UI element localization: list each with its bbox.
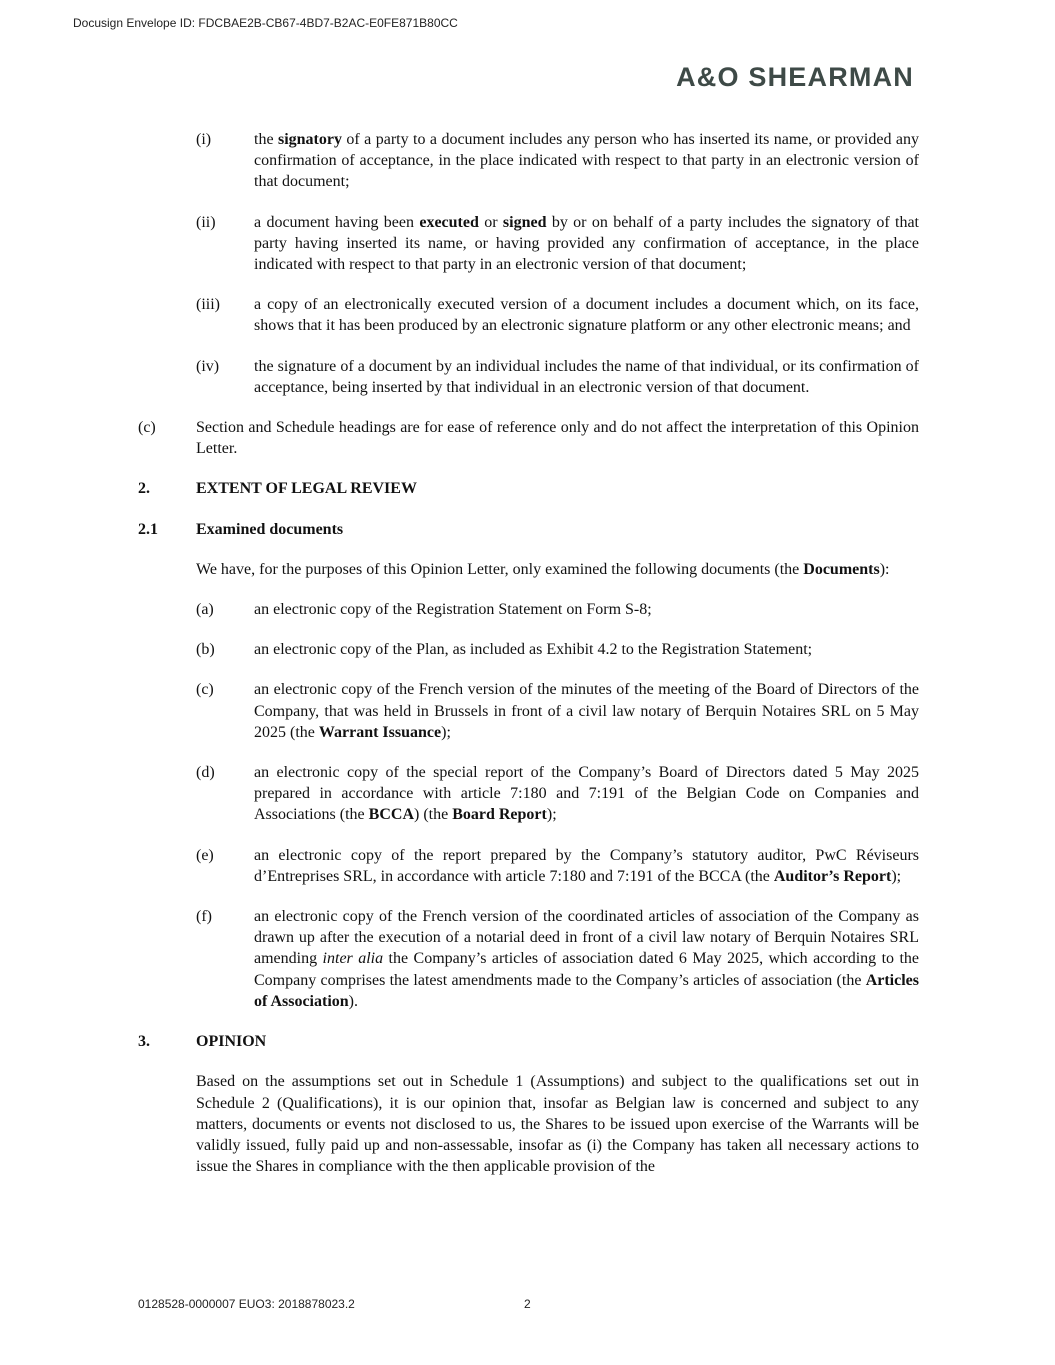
- item-label: (i): [196, 131, 212, 148]
- list-item: [138, 906, 919, 1012]
- defined-term: Warrant Issuance: [318, 723, 442, 741]
- list-item: [138, 356, 919, 398]
- envelope-id: Docusign Envelope ID: FDCBAE2B-CB67-4BD7-B2AC-E0FE871B80CC: [73, 16, 458, 30]
- text-run: an electronic copy of the report prepared by the Company’s statutory auditor, PwC Réviseurs d’Entreprises SRL, in accordance with article 7:180 and 7:191 of the BCCA (the: [254, 846, 919, 885]
- item-label: (f): [196, 908, 212, 926]
- section-number: 2.: [138, 480, 150, 498]
- item-text: [254, 845, 919, 887]
- defined-term: signatory: [277, 131, 342, 148]
- item-label: (iv): [196, 357, 220, 375]
- list-item: [138, 212, 919, 276]
- opinion-paragraph: [138, 1071, 919, 1177]
- italic-text: inter alia: [322, 950, 384, 968]
- section-title: OPINION: [196, 1033, 267, 1051]
- item-text: [254, 212, 919, 276]
- item-text: [254, 679, 919, 743]
- defined-term: Articles of Association: [254, 971, 919, 1010]
- text-run: a copy of an electronically executed version of a document includes a document which, on its face, shows that it has been produced by an electronic signature platform or any other electronic means; and: [254, 296, 919, 335]
- defined-term: executed: [419, 213, 479, 231]
- text-run: );: [546, 806, 557, 824]
- text-run: Based on the assumptions set out in Schedule 1 (Assumptions) and subject to the qualifications set out in Schedule 2 (Qualifications), it is our opinion that, insofar as Belgian law is concerned and subject to any matters, documents or events not disclosed to us, the Shares to be issued upon exercise of the Warrants will be validly issued, fully paid up and non-assessable, insofar as (i) the Company has taken all necessary actions to issue the Shares in compliance with the then applicable provision of the: [196, 1073, 919, 1176]
- section-title: EXTENT OF LEGAL REVIEW: [196, 480, 417, 498]
- text-run: the signature of a document by an individual includes the name of that individual, or its confirmation of acceptance, being inserted by that individual in an electronic version of that document.: [254, 357, 919, 396]
- item-label: (iii): [196, 296, 220, 314]
- item-text: [254, 599, 919, 620]
- page-number: 2: [524, 1297, 531, 1311]
- section-number: 3.: [138, 1033, 150, 1051]
- text-run: the: [254, 131, 278, 148]
- text-run: an electronic copy of the French version of the minutes of the meeting of the Board of Directors of the Company, that was held in Brussels in front of a civil law notary of Berquin Notaires SRL on 5 May 2025 (the: [254, 681, 919, 741]
- clause-text: [196, 417, 919, 459]
- list-item: [138, 639, 919, 660]
- item-text: [254, 129, 919, 193]
- section-2-1-heading: [138, 519, 919, 540]
- item-label: (a): [196, 601, 214, 619]
- firm-logo: A&O SHEARMAN: [676, 62, 914, 92]
- defined-term: Board Report: [452, 806, 547, 824]
- item-text: [254, 639, 919, 660]
- text-run: a document having been: [254, 213, 420, 231]
- text-run: an electronic copy of the Plan, as included as Exhibit 4.2 to the Registration Statement;: [254, 641, 813, 659]
- list-item: [138, 294, 919, 336]
- defined-term: Documents: [803, 560, 880, 578]
- documents-intro: [138, 559, 919, 580]
- section-number: 2.1: [138, 520, 158, 538]
- text-run: ).: [348, 992, 358, 1010]
- text-run: the Company’s articles of association dated 6 May 2025, which according to the Company comprises the latest amendments made to the Company’s articles of association (the: [254, 950, 920, 989]
- item-label: (ii): [196, 213, 216, 231]
- list-item: [138, 679, 919, 743]
- clause-c: [138, 417, 919, 459]
- item-label: (b): [196, 641, 215, 659]
- text-run: );: [441, 723, 451, 741]
- item-label: (e): [196, 846, 214, 864]
- text-run: or: [478, 213, 503, 231]
- defined-term: signed: [502, 213, 547, 231]
- text-run: );: [891, 867, 902, 885]
- document-body: [138, 129, 919, 1196]
- defined-term: Auditor’s Report: [773, 867, 892, 885]
- text-run: by or on behalf of a party includes the signatory of that party having inserted its name, or having provided any confirmation of acceptance, in the place indicated with respect to that party in an electronic version of that document;: [254, 213, 920, 274]
- documents-list: [138, 599, 919, 1012]
- list-item: [138, 845, 919, 887]
- list-item: [138, 599, 919, 620]
- item-text: [254, 906, 919, 1012]
- clause-label: (c): [138, 419, 156, 437]
- text-run: ) (the: [414, 806, 453, 824]
- text-run: of a party to a document includes any person who has inserted its name, or provided any confirmation of acceptance, in the place indicated with respect to that party in an electronic version of that document;: [254, 131, 920, 191]
- text-run: Section and Schedule headings are for ease of reference only and do not affect the interpretation of this Opinion Letter.: [196, 419, 919, 458]
- item-label: (c): [196, 681, 214, 699]
- item-text: [254, 294, 919, 336]
- item-label: (d): [196, 764, 215, 782]
- text-run: an electronic copy of the French version of the coordinated articles of association of the Company as drawn up after the execution of a notarial deed in front of a civil law notary of Berquin Notaires SRL amending: [254, 908, 919, 968]
- section-title: Examined documents: [196, 520, 344, 538]
- section-2-heading: [138, 478, 919, 499]
- list-item: [138, 762, 919, 826]
- text-run: an electronic copy of the Registration Statement on Form S-8;: [254, 601, 652, 619]
- defined-term: BCCA: [368, 806, 414, 824]
- text-run: an electronic copy of the special report of the Company’s Board of Directors dated 5 May 2025 prepared in accordance with article 7:180 and 7:191 of the Belgian Code on Companies and Associations (the: [254, 764, 919, 824]
- item-text: [254, 356, 919, 398]
- document-reference: 0128528-0000007 EUO3: 2018878023.2: [138, 1297, 355, 1311]
- section-3-heading: [138, 1031, 919, 1052]
- definitions-list: [138, 129, 919, 398]
- item-text: [254, 762, 919, 826]
- text-run: ):: [879, 560, 890, 578]
- text-run: We have, for the purposes of this Opinion Letter, only examined the following documents (the: [196, 560, 804, 578]
- list-item: [138, 129, 919, 193]
